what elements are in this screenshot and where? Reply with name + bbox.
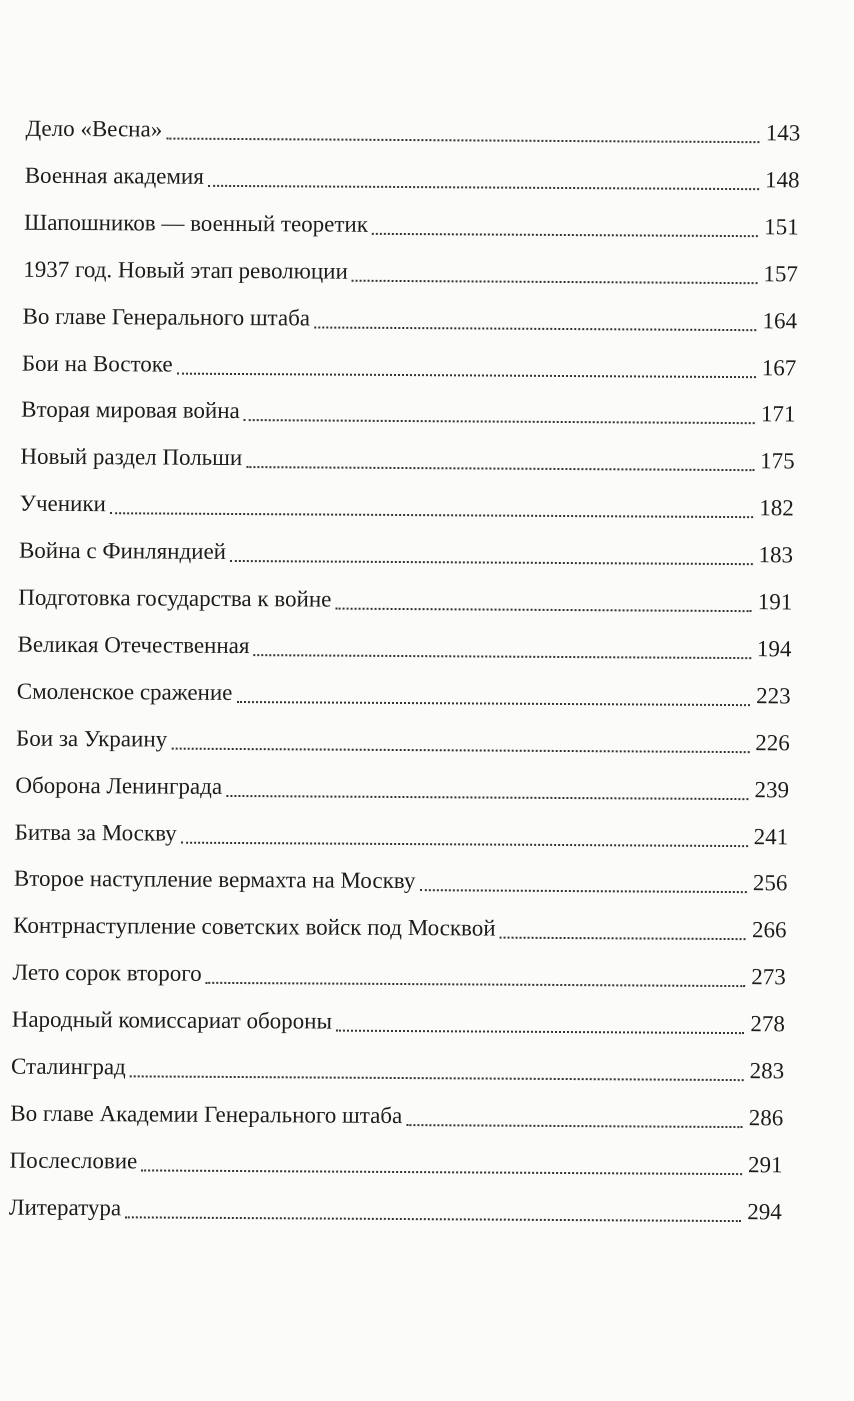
toc-entry — [0, 858, 853, 903]
toc-entry — [0, 999, 852, 1044]
toc-entry — [0, 1139, 851, 1184]
toc-entry-title: Народный комиссариат обороны — [11, 1006, 333, 1034]
toc-entry-page-number: 157 — [763, 260, 798, 287]
toc-entry-page-number: 183 — [758, 542, 794, 568]
toc-entry-title: Смоленское сражение — [16, 678, 233, 705]
dot-leader — [208, 184, 759, 190]
toc-entry — [1, 483, 854, 528]
toc-entry — [1, 577, 854, 622]
toc-entry-page-number: 283 — [749, 1058, 785, 1084]
toc-entry-title: Битва за Москву — [14, 819, 177, 846]
toc-entry-page-number: 273 — [751, 964, 786, 990]
toc-entry-title: Второе наступление вермахта на Москву — [13, 866, 416, 894]
toc-entry-title: Оборона Ленинграда — [15, 772, 223, 799]
dot-leader — [171, 746, 749, 753]
toc-entry-title: 1937 год. Новый этап революции — [23, 256, 348, 284]
dot-leader — [177, 371, 756, 378]
toc-entry — [0, 905, 853, 950]
dot-leader — [181, 840, 748, 846]
toc-entry-page-number: 171 — [760, 401, 796, 427]
toc-entry-title: Во главе Академии Генерального штаба — [10, 1100, 403, 1128]
toc-entry-title: Лето сорок второго — [12, 959, 202, 986]
toc-entry — [3, 201, 854, 246]
toc-entry-title: Послесловие — [9, 1147, 138, 1174]
toc-entry-page-number: 175 — [760, 448, 795, 474]
toc-entry-title: Война с Финляндией — [18, 537, 227, 565]
toc-entry-page-number: 226 — [755, 729, 790, 756]
dot-leader — [254, 653, 751, 659]
toc-entry — [0, 717, 854, 762]
toc-entry — [3, 154, 854, 199]
dot-leader — [244, 418, 755, 424]
toc-entry-page-number: 182 — [759, 495, 794, 521]
toc-entry-page-number: 278 — [750, 1011, 786, 1037]
toc-entry-page-number: 191 — [757, 589, 793, 615]
dot-leader — [372, 232, 758, 237]
dot-leader — [352, 278, 757, 283]
dot-leader — [206, 981, 745, 987]
toc-entry-title: Вторая мировая война — [21, 397, 240, 424]
toc-entry — [0, 670, 854, 715]
toc-entry-title: Дело «Весна» — [25, 115, 163, 142]
toc-entry-page-number: 239 — [754, 776, 790, 802]
dot-leader — [130, 1074, 744, 1081]
toc-entry-page-number: 164 — [762, 307, 798, 334]
toc-entry-title: Литература — [8, 1194, 122, 1220]
toc-entry-page-number: 194 — [756, 636, 792, 662]
toc-entry — [0, 623, 854, 668]
toc-entry — [0, 1046, 852, 1091]
dot-leader — [125, 1215, 741, 1222]
toc-entry-page-number: 167 — [761, 354, 797, 380]
toc-entry — [2, 342, 854, 387]
toc-entry-title: Сталинград — [10, 1053, 126, 1080]
dot-leader — [110, 511, 753, 518]
dot-leader — [226, 794, 748, 800]
dot-leader — [500, 936, 746, 941]
dot-leader — [335, 607, 751, 613]
toc-entry-title: Ученики — [19, 490, 106, 517]
toc-entry-title: Военная академия — [24, 162, 204, 189]
toc-entry-title: Бои за Украину — [16, 725, 168, 752]
toc-entry-page-number: 294 — [747, 1198, 782, 1225]
toc-entry-title: Во главе Генерального штаба — [22, 303, 311, 331]
toc-entry-page-number: 291 — [747, 1151, 783, 1178]
toc-entry — [3, 248, 854, 293]
toc-entry — [0, 1186, 851, 1231]
dot-leader — [406, 1123, 742, 1128]
toc-entry-title: Новый раздел Польши — [20, 443, 243, 471]
toc-entry-page-number: 286 — [748, 1105, 784, 1131]
dot-leader — [246, 465, 754, 471]
toc-entry-page-number: 143 — [765, 120, 801, 146]
toc-entry-title: Контрнаступление советских войск под Москвой — [13, 912, 496, 941]
toc-entry-title: Бои на Востоке — [21, 350, 173, 377]
dot-leader — [236, 700, 750, 706]
toc-entry — [2, 389, 854, 434]
toc-entry — [0, 811, 853, 856]
toc-entry-page-number: 256 — [752, 870, 788, 896]
toc-entry — [0, 952, 852, 997]
dot-leader — [166, 137, 759, 144]
dot-leader — [141, 1168, 742, 1175]
toc-entry-page-number: 151 — [764, 214, 799, 240]
toc-entry — [0, 1092, 852, 1137]
dot-leader — [314, 325, 756, 331]
toc-entry-title: Подготовка государства к войне — [18, 584, 332, 612]
toc-entry — [1, 436, 854, 481]
toc-entry — [0, 764, 854, 809]
toc-entry-page-number: 266 — [752, 917, 787, 943]
dot-leader — [419, 889, 746, 894]
dot-leader — [230, 559, 752, 565]
toc-entry-page-number: 223 — [756, 682, 791, 709]
toc-entry-page-number: 148 — [764, 167, 800, 193]
toc-entry-page-number: 241 — [753, 823, 789, 849]
toc-entry — [1, 530, 854, 575]
toc-entry — [2, 295, 854, 340]
dot-leader — [336, 1029, 744, 1034]
toc-entry — [3, 108, 854, 153]
toc-entry-title: Великая Отечественная — [17, 631, 250, 658]
toc-entry-title: Шапошников — военный теоретик — [23, 209, 369, 237]
